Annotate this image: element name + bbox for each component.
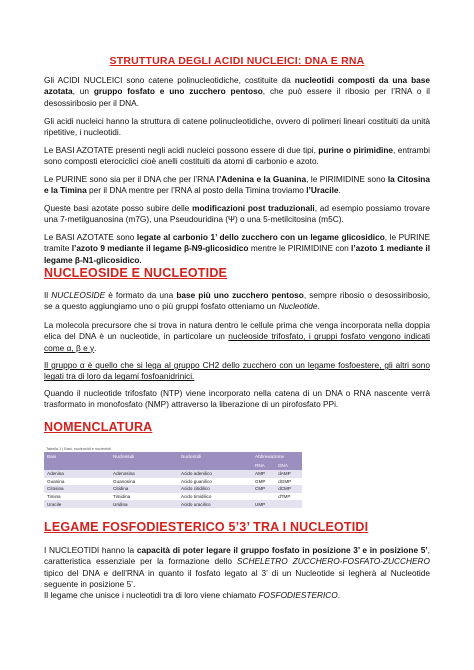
- paragraph-fosfodiesterico: [44, 590, 430, 601]
- paragraph-nucleoside: [44, 290, 430, 313]
- bold-text: modificazioni post traduzionali: [192, 203, 315, 213]
- bold-text: purine o pirimidine: [318, 145, 394, 155]
- table-cell: CMP: [252, 485, 275, 493]
- heading-nucleoside-nucleotide: NUCLEOSIDE E NUCLEOTIDE: [44, 266, 228, 280]
- table-row: [44, 500, 302, 508]
- text: Le BASI AZOTATE sono: [44, 232, 137, 242]
- text: Il legame che unisce i nucleotidi tra di loro viene chiamato: [44, 590, 259, 600]
- paragraph-purine: [44, 174, 430, 197]
- text: tipico del DNA e dell’RNA in quanto il fosfato legato al 3’ di un Nucleotide si legherà al Nucleotide seguente in posizione 5’.: [44, 567, 430, 589]
- table-header: Basi: [44, 452, 110, 461]
- italic-text: SCHELETRO ZUCCHERO-FOSFATO-ZUCCHERO: [236, 556, 431, 567]
- text: , le PIRIMIDINE sono: [306, 174, 388, 184]
- paragraph-acidi-nucleici: [44, 75, 430, 109]
- paragraph-ntp: Quando il nucleotide trifosfato (NTP) viene incorporato nella catena di un DNA o RNA nascente verrà trasformato in monofosfato (NMP) attraverso la liberazione di un pirofosfato PPi.: [44, 388, 430, 410]
- paragraph-basi-azotate: [44, 145, 430, 168]
- text: , le PURINE tramite: [44, 232, 430, 254]
- text: Queste basi azotate posso subire delle: [44, 203, 193, 213]
- table-cell: Citosina: [44, 485, 110, 493]
- paragraph-gruppo-alfa: Il gruppo α è quello che si lega al gruppo CH2 dello zucchero con un legame fosfoestere, gli altri sono legati tra di loro da legami fosfoanidrinici.: [44, 360, 430, 382]
- paragraph-nucleotidi: [44, 545, 430, 590]
- table: [44, 452, 302, 508]
- italic-text: NUCLEOSIDE: [51, 290, 106, 300]
- table-cell: Citidina: [110, 485, 178, 493]
- bold-text: legate al carbonio 1’ dello zucchero con un legame glicosidico: [136, 232, 385, 242]
- bold-text: base più uno zucchero pentoso: [176, 290, 304, 300]
- table-row: [44, 478, 302, 486]
- text: , un: [72, 86, 94, 97]
- bold-text: la Citosina e la Timina: [44, 174, 430, 196]
- page-title: STRUTTURA DEGLI ACIDI NUCLEICI: DNA E RNA: [109, 55, 365, 67]
- table-cell: UMP: [252, 500, 275, 508]
- table-row: [44, 485, 302, 493]
- table-cell: Uracile: [44, 500, 110, 508]
- bold-text: l’azoto 1 mediante il legame β-N1-glicosidico.: [44, 243, 431, 265]
- table-header: [178, 461, 252, 470]
- text: , sempre ribosio o desossiribosio, se a questo aggiungiamo uno o più gruppi fosfato otteniamo un: [44, 290, 430, 312]
- table-cell: Acido timidilico: [178, 493, 252, 501]
- table-cell: AMP: [252, 470, 275, 478]
- heading-nomenclatura: NOMENCLATURA: [44, 420, 153, 434]
- table-cell: GMP: [252, 478, 275, 486]
- table-header: Nucleotidi: [178, 452, 252, 461]
- table-header: [110, 461, 178, 470]
- heading-legame-fosfodiesterico: LEGAME FOSFODIESTERICO 5’3’ TRA I NUCLEOTIDI: [44, 520, 369, 534]
- table-cell: Acido adenilico: [178, 470, 252, 478]
- text: La molecola precursore che si trova in natura dentro le cellule prima che venga incorporata nella doppia elica del DNA è un nucleotide, in particolare un: [44, 320, 430, 342]
- text: Le BASI AZOTATE presenti negli acidi nucleici possono essere di due tipi,: [44, 145, 319, 155]
- text: , caratteristica essenziale per la formazione dello: [44, 545, 430, 567]
- paragraph-legame-glicosidico: [44, 232, 430, 266]
- text: Il: [44, 290, 52, 300]
- table-cell: Guanina: [44, 478, 110, 486]
- table-cell: Acido uracilico: [178, 500, 252, 508]
- paragraph-modificazioni: [44, 203, 430, 226]
- paragraph-struttura: Gli acidi nucleici hanno la struttura di catene polinucleotidiche, ovvero di polimeri lineari costituiti da unità ripetitive, i nucleotidi.: [44, 116, 430, 138]
- text: Le PURINE sono sia per il DNA che per l’RNA: [44, 174, 217, 184]
- italic-text: Nucleotide: [278, 301, 318, 312]
- table-cell: Guanosina: [110, 478, 178, 486]
- text: , entrambi sono composti eterociclici cioè anelli costituiti da atomi di carbonio e azoto.: [44, 145, 430, 167]
- table-cell: dGMP: [275, 478, 302, 486]
- text: .: [94, 342, 97, 353]
- bold-text: gruppo fosfato e uno zucchero pentoso: [93, 86, 263, 97]
- paragraph-molecola-precursore: [44, 320, 430, 354]
- table-header: RNA: [252, 461, 275, 470]
- text: .: [337, 590, 341, 600]
- italic-text: FOSFODIESTERICO: [258, 590, 338, 600]
- table-caption: Tabella 1 | Basi, nucleosidi e nucleotidi: [46, 447, 111, 451]
- table-header: [44, 461, 110, 470]
- table-cell: [252, 493, 275, 501]
- table-header: Abbreviazione: [252, 452, 302, 461]
- bold-text: l’Uracile: [306, 185, 339, 196]
- table-cell: dCMP: [275, 485, 302, 493]
- text: è formato da una: [105, 290, 177, 300]
- table-cell: Adenosina: [110, 470, 178, 478]
- text: .: [338, 185, 341, 196]
- table-header: Nucleosidi: [110, 452, 178, 461]
- bold-text: capacità di poter legare il gruppo fosfato in posizione 3’ e in posizione 5’: [136, 545, 428, 555]
- table-subheader-row: [44, 461, 302, 470]
- table-cell: Adenina: [44, 470, 110, 478]
- table-cell: Uridina: [110, 500, 178, 508]
- table-cell: Timidina: [110, 493, 178, 501]
- table-cell: Acido citidilico: [178, 485, 252, 493]
- table-cell: dAMP: [275, 470, 302, 478]
- text: , che può essere il ribosio per l’RNA o il desossiribosio per il DNA.: [44, 86, 430, 108]
- table-cell: Acido guanilico: [178, 478, 252, 486]
- text: I NUCLEOTIDI hanno la: [44, 545, 137, 555]
- table-row: [44, 470, 302, 478]
- text: mentre le PIRIMIDINE con: [248, 243, 352, 254]
- text: .: [317, 301, 320, 312]
- table-header: DNA: [275, 461, 302, 470]
- table-row: [44, 493, 302, 501]
- nomenclature-table: [44, 446, 302, 526]
- table-cell: Timina: [44, 493, 110, 501]
- bold-text: nucleotidi composti da una base azotata: [44, 75, 430, 97]
- table-cell: [275, 500, 302, 508]
- text: , ad esempio possiamo trovare una 7-metilguanosina (m7G), una Pseudouridina (Ψ) o una 5-metilcitosina (m5C).: [44, 203, 430, 225]
- table-cell: dTMP: [275, 493, 302, 501]
- text: per il DNA mentre per l’RNA al posto della Timina troviamo: [86, 185, 307, 196]
- underlined-text: nucleoside trifosfato, i gruppi fosfato vengono indicati come α, β e γ: [44, 331, 430, 353]
- bold-text: l’Adenina e la Guanina: [216, 174, 307, 184]
- text: Gli ACIDI NUCLEICI sono catene polinucleotidiche, costituite da: [44, 75, 295, 85]
- bold-text: l’azoto 9 mediante il legame β-N9-glicosidico: [71, 243, 249, 254]
- table-header-row: [44, 452, 302, 461]
